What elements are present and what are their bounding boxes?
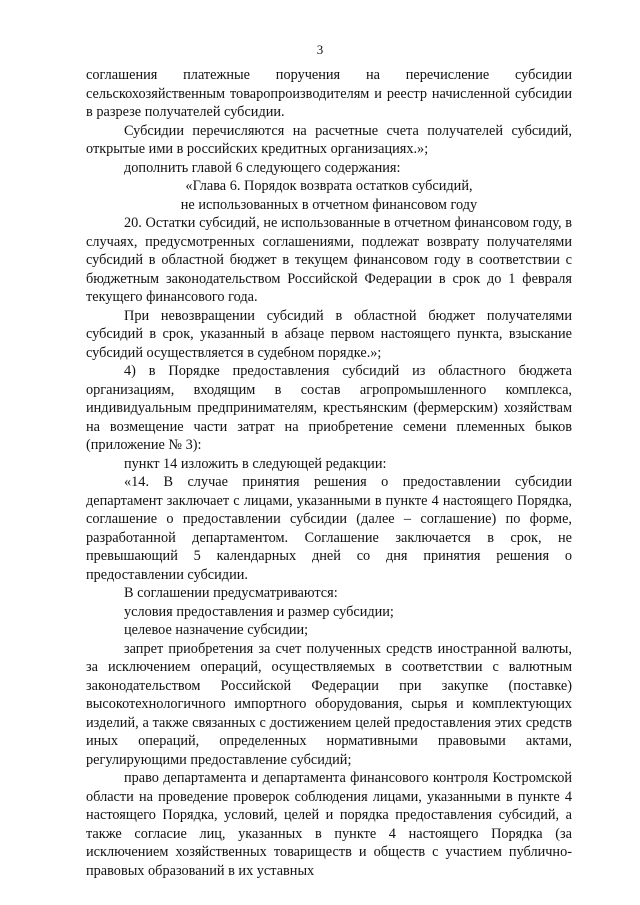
paragraph: В соглашении предусматриваются:	[124, 585, 338, 601]
paragraph: пункт 14 изложить в следующей редакции:	[124, 455, 387, 472]
paragraph: запрет приобретения за счет полученных средств иностранной валюты, за исключением операций, осуществляемых в соответствии с валютным законодательством Российской Федерации при закупке (поставке) высокотехнологичного импортного оборудования, сырья и комплектующих изделий, а также связанных с достижением целей предоставления этих средств иных операций, определенных нормативными правовыми актами, регулирующими предоставление субсидий;	[86, 640, 572, 768]
chapter-heading-line-1: «Глава 6. Порядок возврата остатков субсидий,	[185, 178, 473, 194]
paragraph: целевое назначение субсидии;	[124, 622, 309, 638]
page-number: 3	[316, 42, 324, 57]
paragraph: «14. В случае принятия решения о предоставлении субсидии департамент заключает с лицами, указанными в пункте 4 настоящего Порядка, соглашение о предоставлении субсидии (далее – соглашение) по форме, разработанной департаментом. Соглашение заключается в срок, не превышающий 5 календарных дней со дня принятия решения о предоставлении субсидии.	[86, 474, 572, 583]
paragraph: 4) в Порядке предоставления субсидий из областного бюджета организациям, входящим в состав агропромышленного комплекса, индивидуальным предпринимателям, крестьянским (фермерским) хозяйствам на возмещение части затрат на приобретение семени племенных быков (приложение № 3):	[86, 363, 572, 453]
paragraph: дополнить главой 6 следующего содержания:	[124, 159, 401, 176]
paragraph: При невозвращении субсидий в областной бюджет получателями субсидий в срок, указанный в абзаце первом настоящего пункта, взыскание субсидий осуществляется в судебном порядке.»;	[86, 307, 572, 361]
paragraph: 20. Остатки субсидий, не использованные в отчетном финансовом году, в случаях, предусмотренных соглашениями, подлежат возврату получателями субсидий в областной бюджет в текущем финансовом году в соответствии с бюджетным законодательством Российской Федерации в срок до 1 февраля текущего финансового года.	[86, 215, 572, 305]
paragraph: соглашения платежные поручения на перечисление субсидии сельскохозяйственным товаропроизводителям и реестр начисленной субсидии в разрезе получателей субсидии.	[86, 67, 572, 120]
paragraph: право департамента и департамента финансового контроля Костромской области на проведение проверок соблюдения лицами, указанными в пункте 4 настоящего Порядка, условий, целей и порядка предоставления субсидий, а также согласие лиц, указанных в пункте 4 настоящего Порядка (за исключением хозяйственных товариществ и обществ с участием публично-правовых образований в их уставных	[86, 770, 572, 879]
document-body	[86, 66, 572, 880]
paragraph: условия предоставления и размер субсидии;	[124, 603, 394, 620]
chapter-heading-line-2: не использованных в отчетном финансовом году	[180, 196, 478, 213]
paragraph: Субсидии перечисляются на расчетные счета получателей субсидий, открытые ими в российских кредитных организациях.»;	[86, 122, 572, 157]
